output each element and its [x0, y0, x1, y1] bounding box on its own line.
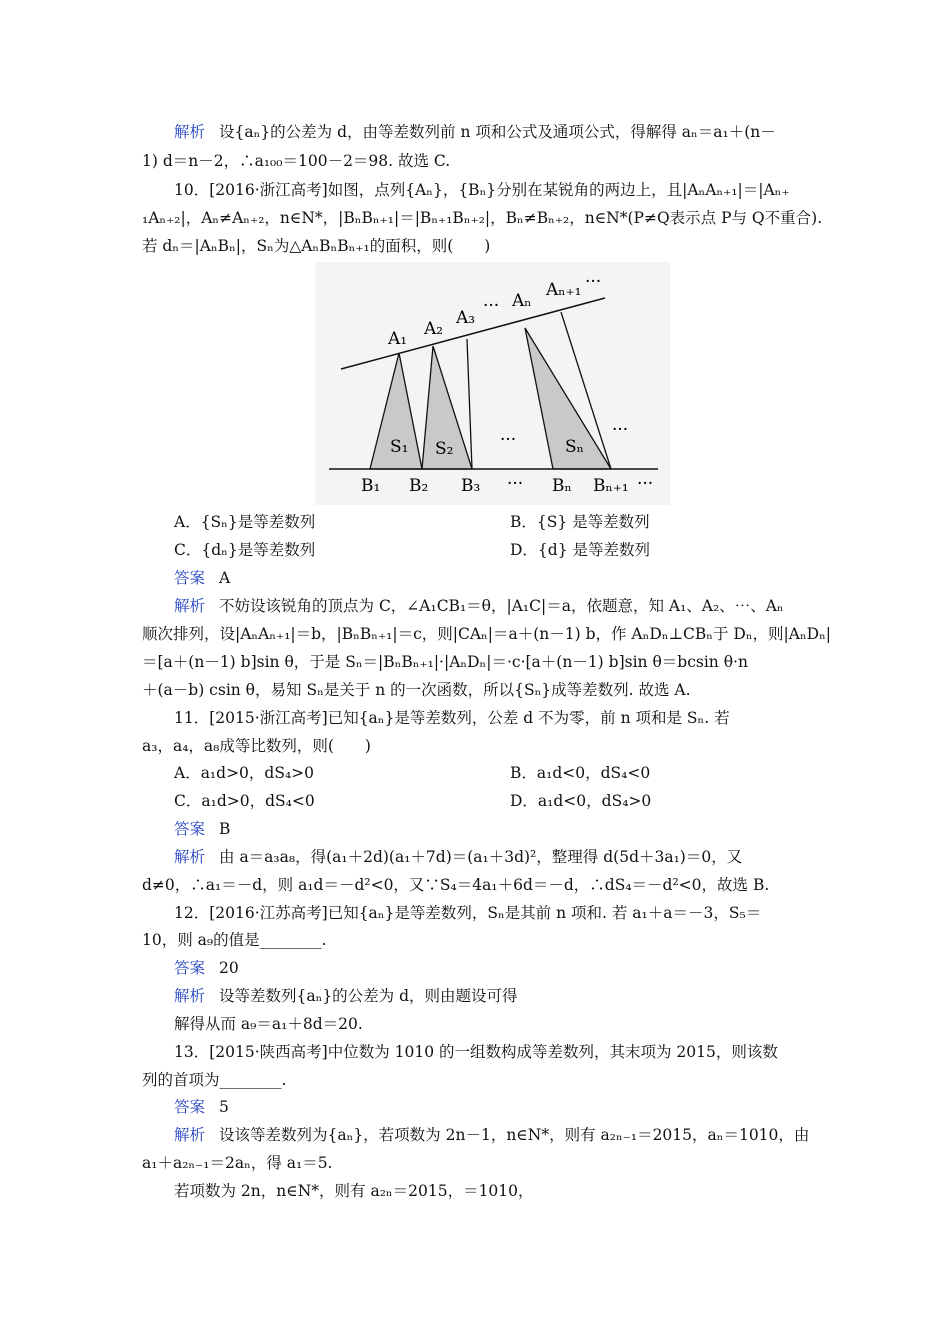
- dots-lower: ···: [507, 474, 524, 494]
- dots-upper: ···: [483, 296, 500, 316]
- answer-tag: 答案: [174, 820, 206, 838]
- q9-analysis-line: 1) d＝n－2，∴a₁₀₀＝100－2＝98. 故选 C.: [142, 152, 451, 170]
- analysis-tag: 解析: [174, 597, 206, 615]
- q10-option-d: D．{d} 是等差数列: [510, 541, 650, 559]
- analysis-tag: 解析: [174, 987, 206, 1005]
- label-s1: S₁: [390, 437, 409, 457]
- dots-middle: ···: [500, 430, 517, 450]
- label-sn: Sₙ: [565, 437, 585, 457]
- dots-upper-right: ···: [585, 272, 602, 292]
- q10-option-a: A．{Sₙ}是等差数列: [174, 513, 316, 531]
- label-a1: A₁: [388, 329, 408, 349]
- q13-analysis-line: a₁＋a₂ₙ₋₁＝2aₙ，得 a₁＝5.: [142, 1154, 333, 1172]
- q13-analysis-line: 若项数为 2n，n∈N*，则有 a₂ₙ＝2015，＝1010，: [174, 1182, 534, 1200]
- q12-stem-line: 10，则 a₉的值是________.: [142, 931, 327, 949]
- label-a2: A₂: [424, 319, 444, 339]
- q11-analysis-line: d≠0，∴a₁＝－d，则 a₁d＝－d²<0，又∵S₄＝4a₁＋6d＝－d，∴dS₄＝－d²<0，故选 B.: [142, 876, 770, 894]
- q10-stem-line: 10．[2016·浙江高考]如图，点列{Aₙ}，{Bₙ}分别在某锐角的两边上，且|AₙAₙ₊₁|＝|Aₙ₊: [174, 181, 790, 199]
- answer-tag: 答案: [174, 959, 206, 977]
- label-an1: Aₙ₊₁: [546, 280, 582, 300]
- q11-answer-line: 答案 B: [174, 820, 231, 838]
- label-bn1: Bₙ₊₁: [593, 476, 629, 496]
- q12-analysis-line: 解析 设等差数列{aₙ}的公差为 d，则由题设可得: [174, 987, 518, 1005]
- analysis-tag: 解析: [174, 848, 206, 866]
- q11-stem-line: a₃，a₄，a₈成等比数列，则( ): [142, 737, 371, 755]
- q13-stem-line: 13．[2015·陕西高考]中位数为 1010 的一组数构成等差数列，其末项为 2015，则该数: [174, 1043, 778, 1061]
- q13-stem-line: 列的首项为________.: [142, 1071, 287, 1089]
- label-a3: A₃: [456, 308, 476, 328]
- label-an: Aₙ: [512, 291, 532, 311]
- dots-lower-right: ···: [637, 474, 654, 494]
- q10-stem-line: 若 dₙ＝|AₙBₙ|，Sₙ为△AₙBₙBₙ₊₁的面积，则( ): [142, 237, 491, 255]
- q12-answer-line: 答案 20: [174, 959, 239, 977]
- q10-option-c: C．{dₙ}是等差数列: [174, 541, 316, 559]
- dots-right: ···: [612, 420, 629, 440]
- q11-option-d: D．a₁d<0，dS₄>0: [510, 792, 652, 810]
- analysis-tag: 解析: [174, 123, 206, 141]
- q12-analysis-line: 解得从而 a₉＝a₁＋8d＝20.: [174, 1015, 363, 1033]
- q11-stem-line: 11．[2015·浙江高考]已知{aₙ}是等差数列，公差 d 不为零，前 n 项和是 Sₙ. 若: [174, 709, 730, 727]
- q13-answer-line: 答案 5: [174, 1098, 229, 1116]
- q11-option-a: A．a₁d>0，dS₄>0: [174, 764, 315, 782]
- q10-answer-line: 答案 A: [174, 569, 231, 587]
- q13-analysis-line: 解析 设该等差数列为{aₙ}，若项数为 2n－1，n∈N*，则有 a₂ₙ₋₁＝2015，aₙ＝1010，由: [174, 1126, 810, 1144]
- label-bn: Bₙ: [552, 476, 572, 496]
- q10-analysis-line: ＝[a＋(n－1) b]sin θ，于是 Sₙ＝|BₙBₙ₊₁|·|AₙDₙ|＝·c·[a＋(n－1) b]sin θ＝bcsin θ·n: [142, 653, 748, 671]
- label-b1: B₁: [361, 476, 381, 496]
- analysis-tag: 解析: [174, 1126, 206, 1144]
- q10-analysis-line: 解析 不妨设该锐角的顶点为 C，∠A₁CB₁＝θ，|A₁C|＝a，依题意，知 A₁、A₂、⋯、Aₙ: [174, 597, 784, 615]
- q11-option-c: C．a₁d>0，dS₄<0: [174, 792, 315, 810]
- q10-analysis-line: ＋(a－b) csin θ，易知 Sₙ是关于 n 的一次函数，所以{Sₙ}成等差数列. 故选 A.: [142, 681, 691, 699]
- acute-angle-diagram: [315, 262, 670, 505]
- answer-tag: 答案: [174, 1098, 206, 1116]
- q10-analysis-line: 顺次排列，设|AₙAₙ₊₁|＝b，|BₙBₙ₊₁|＝c，则|CAₙ|＝a＋(n－1) b，作 AₙDₙ⊥CBₙ于 Dₙ，则|AₙDₙ|: [142, 625, 832, 643]
- label-b2: B₂: [409, 476, 429, 496]
- answer-tag: 答案: [174, 569, 206, 587]
- q9-analysis-line: 解析 设{aₙ}的公差为 d，由等差数列前 n 项和公式及通项公式，得解得 aₙ＝a₁＋(n－: [174, 123, 776, 141]
- label-b3: B₃: [461, 476, 481, 496]
- q10-figure: [315, 262, 670, 505]
- q11-analysis-line: 解析 由 a＝a₃a₈，得(a₁＋2d)(a₁＋7d)＝(a₁＋3d)²，整理得 d(5d＋3a₁)＝0，又: [174, 848, 743, 866]
- q11-option-b: B．a₁d<0，dS₄<0: [510, 764, 651, 782]
- q10-option-b: B．{S} 是等差数列: [510, 513, 650, 531]
- label-s2: S₂: [435, 439, 454, 459]
- q12-stem-line: 12．[2016·江苏高考]已知{aₙ}是等差数列，Sₙ是其前 n 项和. 若 a₁＋a＝－3，S₅＝: [174, 904, 762, 922]
- q10-stem-line: ₁Aₙ₊₂|，Aₙ≠Aₙ₊₂，n∈N*，|BₙBₙ₊₁|＝|Bₙ₊₁Bₙ₊₂|，Bₙ≠Bₙ₊₂，n∈N*(P≠Q表示点 P与 Q不重合).: [142, 209, 823, 227]
